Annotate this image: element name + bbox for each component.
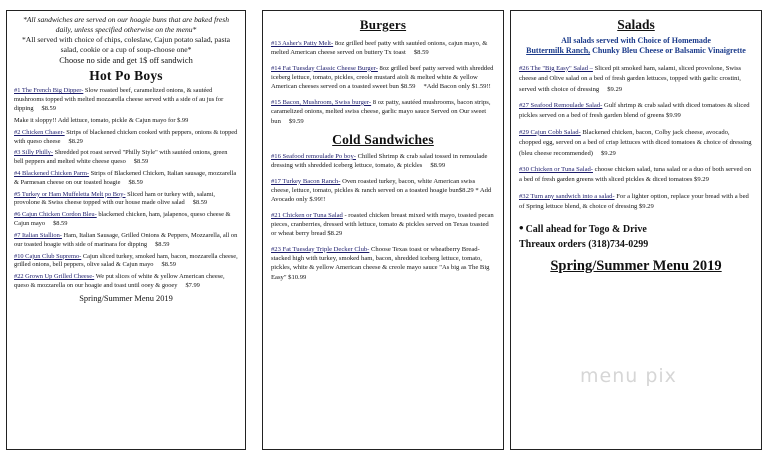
cold-sandwich-list [271, 152, 495, 282]
menu-item [14, 117, 238, 126]
menu-item-description: Sliced ham or turkey with, salami, provolone & Swiss cheese topped with our house made olive salad [14, 190, 215, 207]
menu-item-name: #5 Turkey or Ham Muffeletta Melt po Boy- [14, 190, 126, 198]
burgers-heading: Burgers [359, 17, 407, 32]
menu-item-description: 8 oz patty, sautéed mushrooms, bacon strips, caramelized onions, melted swiss cheese, garlic mayo sauce Served on Our sweet bun [271, 98, 491, 125]
menu-item [519, 101, 753, 122]
burgers-cold-panel [262, 10, 504, 450]
menu-item-name: #10 Cajun Club Supremo- [14, 252, 82, 260]
menu-item-price: $9.29 [607, 85, 623, 93]
hot-po-boys-panel [6, 10, 246, 450]
menu-item-price: $8.59 [41, 105, 56, 113]
menu-item-name: #1 The French Big Dipper- [14, 87, 84, 95]
menu-item [14, 149, 238, 167]
season-title: Spring/Summer Menu 2019 [550, 258, 722, 274]
menu-item-name: #26 The "Big Easy" Salad – [519, 64, 593, 72]
menu-item-price: $8.59 [161, 261, 176, 269]
menu-item-name: #17 Turkey Bacon Ranch- [271, 177, 341, 185]
menu-item-price: $8.59 [133, 158, 149, 166]
no-side-offer: Choose no side and get 1$ off sandwich [59, 56, 193, 66]
menu-item-description: 8oz grilled beef patty with sautéed onions, cajun mayo, & melted American cheese served on buttery Tx toast [271, 40, 488, 57]
salads-heading: Salads [617, 17, 655, 32]
menu-item-price: *Add Bacon only $1.59!! [423, 83, 491, 91]
menu-item-description: Slow roasted beef, caramelized onions, & sautéed mushrooms topped with melted mozzarella cheese served with a side of au jus for dipping [14, 87, 224, 113]
menu-item-description: Make it sloppy!! Add lettuce, tomato, pickle & Cajun mayo for $.99 [14, 116, 189, 124]
menu-item [14, 87, 238, 113]
menu-item-name: #6 Cajun Chicken Cordon Bleu- [14, 211, 97, 219]
salad-list [519, 64, 753, 213]
menu-item-description: Sliced pit smoked ham, salami, sliced provolone, Swiss cheese and Olive salad on a bed of fresh garden lettuces, topped with garlic crostini, served with choice of dressing [519, 64, 742, 93]
sides-note: *All served with choice of chips, coleslaw, Cajun potato salad, pasta salad, cookie or a cup of soup-choose one* [21, 35, 231, 55]
menu-item [14, 170, 238, 188]
menu-item [14, 129, 238, 147]
menu-item [271, 211, 495, 239]
menu-item-price: $8.29 [68, 137, 83, 145]
menu-item-name: #16 Seafood remoulade Po boy- [271, 152, 356, 160]
menu-item-description: Blackened chicken, bacon, Colby jack cheese, avocado, chopped egg, served on a bed of crisp lettuces with diced tomatoes & choice of dressing (bleu cheese recommended) [519, 128, 752, 157]
watermark: menu pix [580, 365, 677, 387]
menu-item-name: #23 Fat Tuesday Triple Decker Club- [271, 245, 370, 253]
menu-item-price: $9.59 [288, 117, 304, 125]
menu-item-price: $8.59 [413, 49, 429, 57]
menu-item [271, 245, 495, 282]
menu-item-name: #4 Blackened Chicken Parm- [14, 170, 90, 177]
menu-item-description: Strips of blackened chicken cooked with peppers, onions & topped with queso cheese [14, 128, 238, 145]
menu-item-name: #32 Turn any sandwich into a salad- [519, 192, 615, 200]
menu-item-name: #13 Asher's Patty Melt- [271, 40, 334, 47]
menu-item-description: 8oz grilled beef patty served with shredded iceberg lettuce, tomato, pickles, creole mustard aioli & melted white & yellow American cheeses served on a toasted sweet bun $8.59 [271, 64, 494, 91]
menu-item-description: Ham, Italian Sausage, Grilled Onions & Peppers, Mozzarella, all on our toasted hoagie with side of marinara for dipping [14, 231, 238, 248]
menu-item-description: For a lighter option, replace your bread with a bed of Spring lettuce blend, & choice of dressing $9.29 [519, 192, 749, 211]
menu-item-name: #15 Bacon, Mushroom, Swiss burger- [271, 98, 372, 106]
menu-item-description: Cajun sliced turkey, smoked ham, bacon, mozzarella cheese, grilled onions, bell peppers, olive salad & Cajun mayo [14, 252, 238, 269]
intro-note: *All sandwiches are served on our hoagie buns that are baked fresh daily, unless specified otherwise on the menu* [22, 15, 230, 35]
menu-item-name: #2 Chicken Chaser- [14, 128, 65, 136]
burger-list [271, 39, 495, 126]
menu-item-description: Choose Texas toast or wheatberry Bread-stacked high with turkey, smoked ham, bacon, shredded iceberg lettuce, tomato, pickles, white & yellow American cheese & creole mayo sauce "As big as The Big Easy" $10.99 [271, 245, 490, 281]
menu-item-price: $8.59 [192, 199, 208, 207]
menu-item [271, 177, 495, 205]
menu-item [271, 152, 495, 171]
menu-item-description: Gulf shrimp & crab salad with diced tomatoes & sliced pickles served on a bed of fresh garden blend of greens $9.99 [519, 102, 750, 120]
menu-item [14, 273, 238, 291]
menu-item-description: Shredded pot roast served "Philly Style" with sautéed onions, green bell peppers and melted white cheese queso [14, 149, 228, 166]
menu-item [271, 39, 495, 58]
menu-item-name: #22 Grown Up Grilled Cheese- [14, 273, 95, 281]
menu-item [519, 64, 753, 95]
menu-item [271, 64, 495, 92]
menu-item [519, 128, 753, 159]
menu-item [271, 98, 495, 126]
menu-item-name: #7 Italian Stallion- [14, 231, 62, 239]
menu-item-description: Chilled Shrimp & crab salad tossed in remoulade dressing with shredded iceberg lettuce, tomato, & pickles [271, 152, 488, 170]
menu-item-description: blackened chicken, ham, jalapenos, queso cheese & Cajun mayo [14, 211, 231, 228]
po-boy-list [14, 87, 238, 291]
menu-item-name: #30 Chicken or Tuna Salad- [519, 166, 593, 174]
menu-item-name: #14 Fat Tuesday Classic Cheese Burger- [271, 64, 378, 72]
menu-item [14, 232, 238, 250]
menu-item [14, 191, 238, 209]
menu-item-price: $8.99 [430, 162, 446, 170]
menu-item [14, 211, 238, 229]
menu-item-description: Strips of Blackened Chicken, Italian sausage, mozzarella & Parmesan cheese on our toasted hoagie [14, 170, 237, 186]
menu-item-description: - roasted chicken breast mixed with mayo, toasted pecan pieces, cranberries, dressed with lettuce, tomato & pickles served on Texas toasted or wheat berry bread $8.29 [271, 211, 494, 238]
menu-item-name: #29 Cajun Cobb Salad- [519, 128, 581, 136]
menu-item [519, 165, 753, 186]
menu-item-price: $8.59 [155, 240, 170, 248]
cold-sandwiches-heading: Cold Sandwiches [332, 131, 434, 147]
menu-item-price: $8.59 [128, 178, 143, 186]
call-ahead-note: • Call ahead for Togo & Drive Threaux orders (318)734-0299 [519, 219, 649, 250]
menu-item-description: Oven roasted turkey, bacon, white American swiss cheese, lettuce, tomato, pickles & ranch served on a toasted hoagie bun$8.29 * Add Avocado only $.99!! [271, 177, 492, 204]
menu-item-name: #27 Seafood Remoulade Salad- [519, 102, 603, 109]
menu-item [14, 253, 238, 271]
menu-item [519, 192, 753, 213]
menu-item-price: $8.59 [53, 220, 68, 228]
dressing-note: All salads served with Choice of Homemade Buttermilk Ranch, Chunky Bleu Cheese or Balsamic Vinaigrette [526, 36, 746, 56]
menu-item-name: #21 Chicken or Tuna Salad [271, 211, 343, 219]
menu-item-price: $7.99 [185, 282, 200, 290]
menu-item-name: #3 Silly Philly- [14, 149, 54, 157]
menu-item-description: We put slices of white & yellow American cheese, queso & mozzarella on our hoagie and toast until ooey & gooey [14, 273, 225, 290]
menu-season-footer: Spring/Summer Menu 2019 [79, 293, 173, 303]
hot-po-boys-heading: Hot Po Boys [89, 68, 163, 84]
menu-item-price: $9.29 [600, 149, 616, 157]
menu-item-description: choose chicken salad, tuna salad or a duo of both served on a bed of fresh garden greens with sliced pickles & diced tomatoes $9.29 [519, 166, 752, 184]
